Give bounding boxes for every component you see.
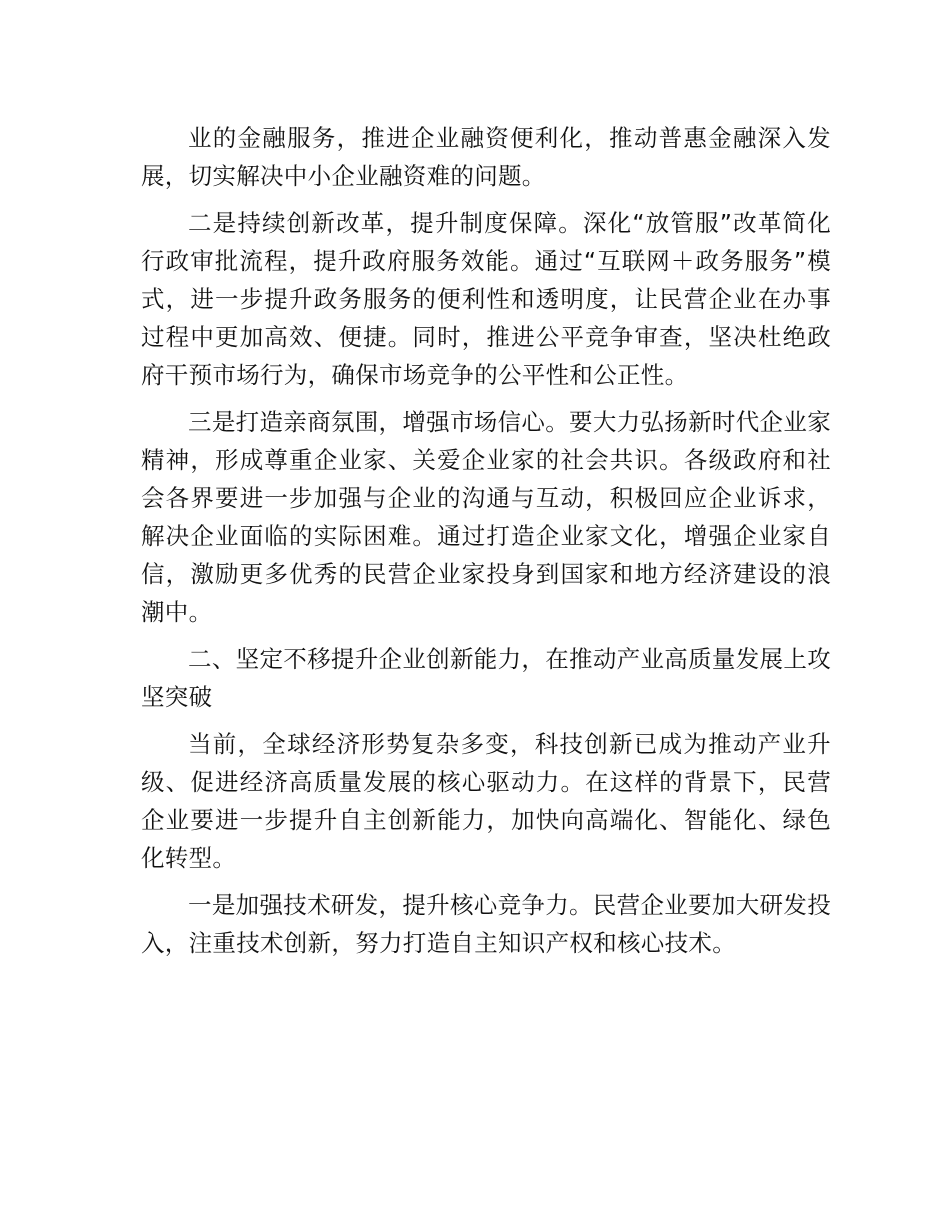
paragraph-continued-finance: 业的金融服务，推进企业融资便利化，推动普惠金融深入发展，切实解决中小企业融资难的问题。 xyxy=(141,124,831,190)
paragraph-rnd: 一是加强技术研发，提升核心竞争力。民营企业要加大研发投入，注重技术创新，努力打造自主知识产权和核心技术。 xyxy=(141,891,831,957)
document-body xyxy=(141,119,831,971)
paragraph-reform: 二是持续创新改革，提升制度保障。深化“放管服”改革简化行政审批流程，提升政府服务效能。通过“互联网＋政务服务”模式，进一步提升政务服务的便利性和透明度，让民营企业在办事过程中更加高效、便捷。同时，推进公平竞争审查，坚决杜绝政府干预市场行为，确保市场竞争的公平性和公正性。 xyxy=(141,209,831,389)
section-heading-innovation: 二、坚定不移提升企业创新能力，在推动产业高质量发展上攻坚突破 xyxy=(141,645,831,711)
paragraph-business-climate: 三是打造亲商氛围，增强市场信心。要大力弘扬新时代企业家精神，形成尊重企业家、关爱企业家的社会共识。各级政府和社会各界要进一步加强与企业的沟通与互动，积极回应企业诉求，解决企业面临的实际困难。通过打造企业家文化，增强企业家自信，激励更多优秀的民营企业家投身到国家和地方经济建设的浪潮中。 xyxy=(141,408,831,626)
paragraph-innovation-context: 当前，全球经济形势复杂多变，科技创新已成为推动产业升级、促进经济高质量发展的核心驱动力。在这样的背景下，民营企业要进一步提升自主创新能力，加快向高端化、智能化、绿色化转型。 xyxy=(141,730,831,872)
